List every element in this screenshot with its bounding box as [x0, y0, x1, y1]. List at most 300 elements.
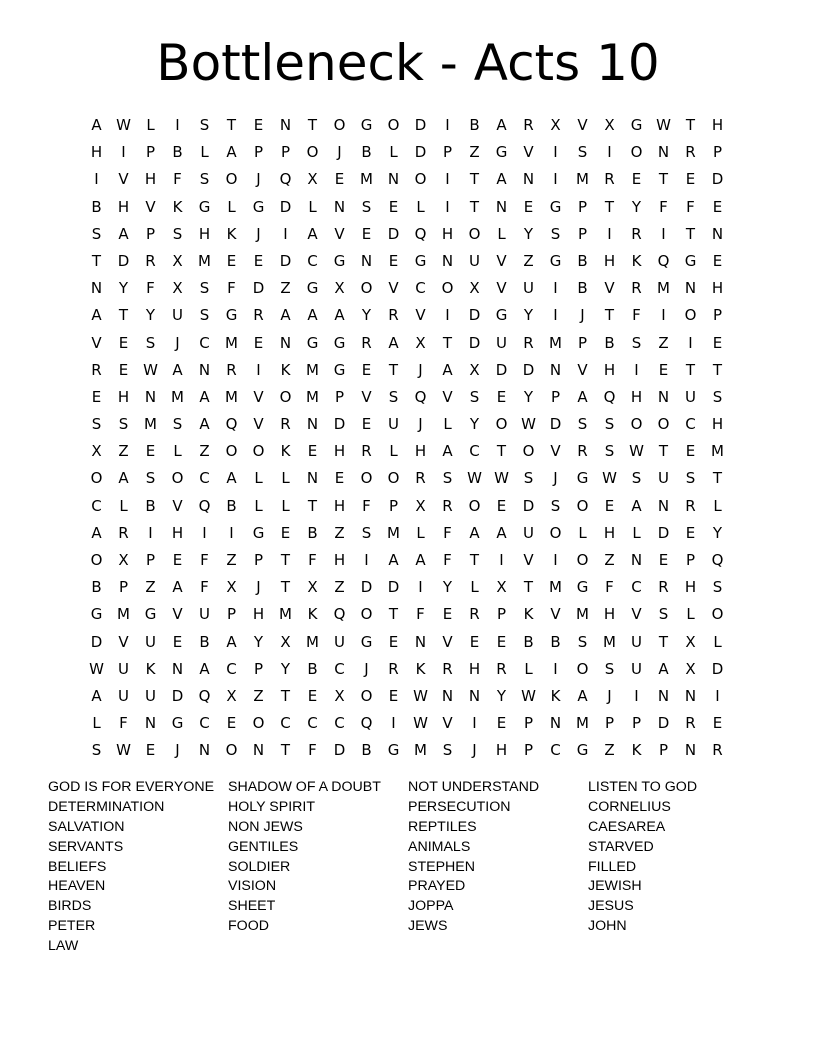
grid-letter: D	[387, 224, 400, 243]
word-list-item: BIRDS	[48, 898, 92, 915]
grid-letter: N	[684, 686, 697, 705]
grid-letter: D	[522, 360, 535, 379]
grid-row	[83, 683, 731, 710]
grid-letter: R	[442, 659, 453, 678]
grid-letter: T	[280, 551, 291, 569]
grid-letter: B	[226, 496, 237, 515]
grid-letter: O	[171, 469, 184, 488]
grid-letter: L	[200, 143, 209, 162]
grid-letter: L	[416, 197, 425, 216]
grid-letter: N	[279, 116, 292, 134]
word-list-item: JESUS	[588, 898, 634, 915]
grid-letter: E	[496, 496, 507, 515]
grid-letter: X	[172, 279, 183, 298]
grid-letter: I	[148, 523, 153, 542]
grid-letter: O	[522, 442, 535, 461]
grid-letter: V	[253, 387, 264, 406]
grid-letter: E	[496, 714, 507, 733]
grid-letter: H	[711, 116, 724, 134]
grid-letter: M	[306, 360, 319, 379]
grid-letter: O	[441, 279, 454, 298]
grid-letter: V	[442, 714, 453, 733]
grid-letter: K	[280, 360, 291, 379]
grid-letter: B	[361, 143, 372, 162]
grid-letter: P	[712, 306, 723, 325]
grid-letter: U	[658, 469, 669, 488]
grid-letter: I	[202, 523, 207, 542]
grid-row	[83, 465, 731, 492]
grid-letter: E	[361, 360, 372, 379]
grid-letter: S	[118, 415, 129, 434]
word-list-item: CORNELIUS	[588, 798, 671, 815]
grid-letter: C	[199, 333, 210, 352]
grid-letter: E	[118, 333, 129, 352]
grid-letter: M	[414, 741, 427, 760]
grid-letter: T	[118, 306, 129, 325]
grid-letter: B	[604, 333, 615, 352]
word-list-item: LAW	[48, 938, 79, 955]
word-list-item: NOT UNDERSTAND	[408, 779, 540, 795]
grid-letter: C	[199, 714, 210, 733]
grid-letter: Y	[442, 578, 453, 597]
grid-letter: G	[171, 714, 184, 733]
grid-letter: N	[684, 279, 697, 298]
grid-letter: V	[496, 251, 507, 270]
grid-letter: D	[711, 659, 724, 678]
word-list-item: HEAVEN	[48, 878, 106, 895]
grid-letter: G	[414, 251, 427, 270]
grid-letter: U	[388, 415, 399, 434]
grid-letter: E	[388, 686, 399, 705]
grid-letter: J	[607, 686, 612, 705]
grid-letter: C	[334, 659, 345, 678]
grid-letter: A	[91, 116, 102, 134]
grid-letter: I	[445, 170, 450, 189]
grid-letter: T	[712, 469, 723, 488]
grid-letter: R	[685, 496, 696, 515]
grid-letter: U	[523, 279, 534, 298]
grid-letter: H	[144, 170, 157, 189]
word-list-item: ANIMALS	[408, 838, 471, 855]
grid-letter: S	[145, 333, 156, 352]
grid-row	[83, 493, 731, 520]
word-list-item: CAESAREA	[588, 818, 666, 835]
grid-letter: V	[145, 197, 156, 216]
grid-letter: D	[279, 197, 292, 216]
grid-letter: K	[550, 686, 561, 705]
grid-letter: C	[307, 714, 318, 733]
grid-letter: L	[389, 143, 398, 162]
grid-letter: R	[361, 442, 372, 461]
grid-letter: G	[333, 251, 346, 270]
grid-letter: N	[657, 496, 670, 515]
grid-letter: O	[576, 659, 589, 678]
grid-letter: B	[361, 741, 372, 760]
grid-letter: P	[334, 387, 345, 406]
grid-letter: G	[252, 197, 265, 216]
grid-letter: R	[442, 496, 453, 515]
grid-row	[83, 357, 731, 384]
grid-row	[83, 737, 731, 764]
grid-letter: A	[388, 551, 399, 569]
grid-letter: O	[333, 116, 346, 134]
grid-letter: S	[712, 578, 723, 597]
grid-letter: J	[418, 360, 423, 379]
grid-letter: S	[604, 415, 615, 434]
grid-letter: O	[90, 551, 103, 569]
grid-row	[83, 139, 731, 166]
grid-letter: O	[225, 442, 238, 461]
grid-letter: D	[657, 714, 670, 733]
word-list-item: DETERMINATION	[48, 798, 165, 815]
grid-letter: Y	[145, 306, 156, 325]
grid-letter: E	[388, 251, 399, 270]
grid-letter: Z	[253, 686, 264, 705]
grid-letter: E	[496, 632, 507, 651]
grid-letter: K	[172, 197, 183, 216]
grid-letter: E	[307, 686, 318, 705]
grid-letter: O	[468, 224, 481, 243]
grid-letter: R	[496, 659, 507, 678]
grid-letter: Z	[658, 333, 669, 352]
grid-letter: E	[712, 251, 723, 270]
grid-letter: L	[146, 116, 155, 134]
grid-letter: T	[604, 306, 615, 325]
grid-letter: A	[496, 116, 507, 134]
grid-letter: T	[685, 116, 696, 134]
grid-letter: U	[631, 632, 642, 651]
grid-letter: S	[388, 387, 399, 406]
grid-letter: V	[604, 279, 615, 298]
grid-letter: F	[146, 279, 155, 298]
grid-letter: J	[580, 306, 585, 325]
grid-letter: Y	[469, 415, 480, 434]
grid-letter: E	[712, 714, 723, 733]
grid-letter: B	[145, 496, 156, 515]
grid-letter: V	[550, 442, 561, 461]
grid-letter: I	[553, 279, 558, 298]
grid-letter: O	[306, 143, 319, 162]
grid-letter: N	[306, 415, 319, 434]
grid-letter: G	[360, 632, 373, 651]
grid-letter: A	[307, 224, 318, 243]
grid-letter: G	[684, 251, 697, 270]
grid-letter: Q	[198, 686, 211, 705]
grid-letter: H	[684, 578, 697, 597]
grid-letter: N	[441, 686, 454, 705]
grid-letter: D	[360, 578, 373, 597]
grid-letter: X	[334, 686, 345, 705]
grid-letter: W	[116, 116, 131, 134]
grid-letter: S	[361, 523, 372, 542]
grid-letter: E	[361, 415, 372, 434]
word-list-item: JEWS	[408, 918, 448, 935]
page-title: Bottleneck - Acts 10	[156, 34, 660, 92]
grid-letter: Y	[118, 279, 129, 298]
grid-letter: O	[225, 741, 238, 760]
grid-letter: B	[91, 197, 102, 216]
grid-letter: I	[553, 659, 558, 678]
grid-letter: B	[577, 279, 588, 298]
grid-letter: G	[306, 333, 319, 352]
grid-letter: Q	[333, 605, 346, 624]
grid-letter: U	[334, 632, 345, 651]
grid-letter: I	[553, 551, 558, 569]
grid-letter: A	[91, 306, 102, 325]
grid-letter: G	[630, 116, 643, 134]
grid-letter: A	[469, 523, 480, 542]
grid-letter: S	[550, 224, 561, 243]
grid-letter: F	[362, 496, 371, 515]
grid-letter: G	[495, 143, 508, 162]
grid-letter: Z	[280, 279, 291, 298]
word-list-item: LISTEN TO GOD	[588, 779, 698, 795]
grid-letter: H	[171, 523, 184, 542]
grid-letter: C	[91, 496, 102, 515]
grid-letter: L	[524, 659, 533, 678]
grid-letter: F	[443, 523, 452, 542]
grid-row	[83, 302, 731, 329]
grid-letter: Y	[253, 632, 264, 651]
grid-letter: P	[226, 605, 237, 624]
grid-letter: O	[360, 605, 373, 624]
grid-letter: G	[90, 605, 103, 624]
grid-letter: H	[117, 387, 130, 406]
grid-letter: P	[280, 143, 291, 162]
grid-letter: A	[388, 333, 399, 352]
grid-letter: A	[172, 578, 183, 597]
grid-letter: L	[632, 523, 641, 542]
grid-letter: Q	[711, 551, 724, 569]
grid-letter: G	[360, 116, 373, 134]
grid-letter: I	[634, 686, 639, 705]
grid-letter: P	[253, 659, 264, 678]
grid-letter: S	[604, 659, 615, 678]
grid-letter: N	[198, 741, 211, 760]
grid-letter: I	[364, 551, 369, 569]
word-list-item: BELIEFS	[48, 858, 107, 875]
grid-letter: W	[89, 659, 104, 678]
grid-letter: S	[523, 469, 534, 488]
word-list-item: SHADOW OF A DOUBT	[228, 779, 381, 795]
grid-letter: B	[307, 523, 318, 542]
grid-letter: R	[577, 442, 588, 461]
grid-letter: I	[121, 143, 126, 162]
grid-letter: P	[550, 387, 561, 406]
grid-letter: T	[307, 496, 318, 515]
grid-letter: S	[199, 279, 210, 298]
grid-letter: O	[495, 415, 508, 434]
grid-letter: V	[172, 496, 183, 515]
grid-row	[83, 411, 731, 438]
grid-letter: R	[145, 251, 156, 270]
letter-grid	[83, 112, 731, 765]
grid-letter: H	[252, 605, 265, 624]
grid-letter: S	[199, 116, 210, 134]
grid-row	[83, 520, 731, 547]
grid-letter: P	[145, 224, 156, 243]
grid-letter: X	[334, 279, 345, 298]
grid-letter: N	[144, 714, 157, 733]
grid-letter: N	[360, 251, 373, 270]
grid-letter: Y	[523, 306, 534, 325]
grid-letter: F	[632, 306, 641, 325]
grid-letter: W	[602, 469, 617, 488]
grid-letter: S	[442, 469, 453, 488]
grid-letter: S	[91, 415, 102, 434]
grid-letter: L	[686, 605, 695, 624]
grid-letter: Q	[657, 251, 670, 270]
grid-letter: Y	[361, 306, 372, 325]
grid-letter: L	[254, 469, 263, 488]
grid-letter: I	[472, 714, 477, 733]
grid-letter: U	[199, 605, 210, 624]
grid-row	[83, 656, 731, 683]
grid-letter: D	[657, 523, 670, 542]
grid-letter: E	[253, 116, 264, 134]
grid-letter: T	[658, 632, 669, 651]
grid-letter: L	[308, 197, 317, 216]
grid-letter: M	[576, 714, 589, 733]
grid-letter: R	[523, 116, 534, 134]
grid-letter: T	[91, 251, 102, 270]
grid-letter: P	[523, 714, 534, 733]
grid-letter: I	[175, 116, 180, 134]
grid-letter: W	[521, 686, 536, 705]
grid-letter: L	[578, 523, 587, 542]
grid-letter: W	[521, 415, 536, 434]
grid-letter: T	[469, 197, 480, 216]
word-list-item	[588, 937, 768, 957]
grid-letter: I	[229, 523, 234, 542]
grid-letter: R	[415, 469, 426, 488]
grid-letter: P	[631, 714, 642, 733]
word-list-item: GOD IS FOR EVERYONE	[48, 779, 215, 795]
grid-letter: L	[416, 523, 425, 542]
grid-letter: X	[415, 333, 426, 352]
grid-letter: A	[577, 387, 588, 406]
grid-letter: L	[173, 442, 182, 461]
grid-letter: D	[414, 143, 427, 162]
grid-letter: J	[256, 578, 261, 597]
grid-letter: E	[604, 496, 615, 515]
grid-letter: B	[199, 632, 210, 651]
grid-letter: D	[90, 632, 103, 651]
grid-letter: R	[685, 714, 696, 733]
grid-letter: N	[657, 686, 670, 705]
grid-letter: D	[468, 333, 481, 352]
grid-letter: D	[522, 496, 535, 515]
grid-letter: J	[256, 170, 261, 189]
grid-letter: N	[549, 360, 562, 379]
grid-letter: X	[226, 578, 237, 597]
grid-letter: I	[553, 170, 558, 189]
grid-letter: M	[360, 170, 373, 189]
grid-letter: M	[279, 605, 292, 624]
grid-letter: N	[441, 251, 454, 270]
grid-letter: L	[389, 442, 398, 461]
grid-letter: S	[361, 197, 372, 216]
grid-letter: R	[388, 306, 399, 325]
grid-letter: R	[658, 578, 669, 597]
grid-letter: F	[173, 170, 182, 189]
grid-letter: V	[442, 632, 453, 651]
grid-letter: S	[604, 442, 615, 461]
grid-letter: S	[631, 333, 642, 352]
grid-letter: E	[253, 251, 264, 270]
grid-letter: O	[414, 170, 427, 189]
grid-letter: E	[253, 333, 264, 352]
grid-letter: P	[118, 578, 129, 597]
grid-letter: W	[143, 360, 158, 379]
grid-letter: H	[90, 143, 103, 162]
grid-letter: A	[442, 360, 453, 379]
grid-letter: J	[364, 659, 369, 678]
grid-letter: R	[361, 333, 372, 352]
grid-letter: V	[172, 605, 183, 624]
word-list-item: JOPPA	[408, 898, 454, 915]
grid-letter: A	[334, 306, 345, 325]
grid-letter: V	[361, 387, 372, 406]
grid-letter: H	[333, 442, 346, 461]
grid-letter: Y	[631, 197, 642, 216]
grid-letter: Z	[334, 523, 345, 542]
grid-letter: D	[387, 578, 400, 597]
grid-letter: J	[472, 741, 477, 760]
grid-letter: S	[91, 741, 102, 760]
grid-letter: S	[145, 469, 156, 488]
grid-letter: L	[119, 496, 128, 515]
grid-letter: I	[607, 224, 612, 243]
grid-letter: C	[631, 578, 642, 597]
grid-letter: U	[496, 333, 507, 352]
grid-letter: D	[279, 251, 292, 270]
grid-letter: N	[711, 224, 724, 243]
grid-letter: R	[91, 360, 102, 379]
grid-letter: Q	[414, 224, 427, 243]
grid-letter: P	[604, 714, 615, 733]
grid-letter: T	[496, 442, 507, 461]
grid-letter: O	[252, 714, 265, 733]
grid-letter: T	[280, 686, 291, 705]
grid-letter: Z	[226, 551, 237, 569]
grid-letter: O	[576, 496, 589, 515]
grid-letter: I	[499, 551, 504, 569]
grid-letter: X	[415, 496, 426, 515]
grid-letter: R	[118, 523, 129, 542]
grid-letter: F	[443, 551, 452, 569]
grid-letter: V	[388, 279, 399, 298]
grid-row	[83, 574, 731, 601]
grid-letter: J	[418, 415, 423, 434]
grid-letter: O	[90, 469, 103, 488]
grid-letter: E	[685, 442, 696, 461]
grid-letter: E	[145, 442, 156, 461]
grid-letter: O	[630, 143, 643, 162]
grid-letter: B	[307, 659, 318, 678]
grid-letter: V	[334, 224, 345, 243]
grid-letter: B	[91, 578, 102, 597]
grid-letter: N	[495, 197, 508, 216]
grid-letter: X	[280, 632, 291, 651]
grid-letter: H	[333, 496, 346, 515]
grid-letter: T	[280, 741, 291, 760]
grid-letter: E	[280, 523, 291, 542]
grid-letter: A	[496, 170, 507, 189]
grid-letter: M	[549, 333, 562, 352]
grid-letter: I	[256, 360, 261, 379]
grid-row	[83, 710, 731, 737]
